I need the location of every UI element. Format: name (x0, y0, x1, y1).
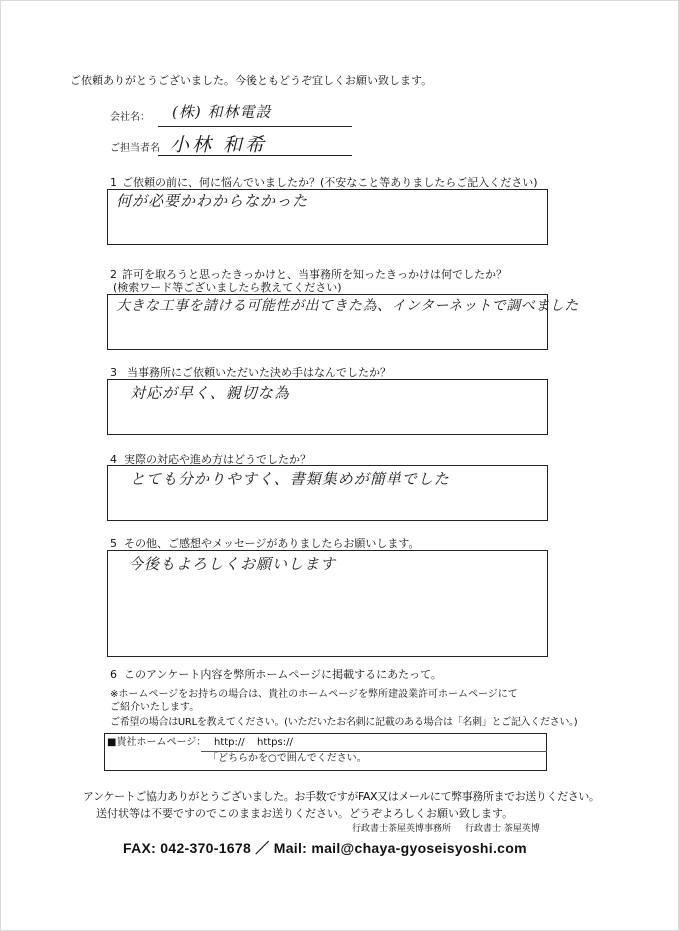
answer-5-box (107, 550, 548, 657)
homepage-field-label: ■貴社ホームページ： (107, 737, 207, 748)
answer-1-text: 何が必要かわからなかった (116, 192, 309, 210)
question-5-text: その他、ご感想やメッセージがありましたらお願いします。 (124, 537, 420, 550)
homepage-note-1: ※ホームページをお持ちの場合は、貴社のホームページを弊所建設業許可ホームページにて (110, 689, 518, 700)
answer-3-box (107, 379, 548, 435)
question-3-text: 当事務所にご依頼いただいた決め手はなんでしたか？ (127, 366, 391, 379)
question-4-text: 実際の対応や進め方はどうでしたか？ (124, 453, 311, 466)
answer-3-text: 対応が早く、親切な為 (130, 384, 290, 402)
question-6-number: 6 (110, 668, 117, 681)
company-value: (株) 和林電設 (172, 103, 272, 121)
closing-line-1: アンケートご協力ありがとうございました。お手数ですがFAX又はメールにて弊事務所までお送りください。 (83, 790, 600, 803)
homepage-note-2: ご紹介いたします。 (110, 702, 200, 713)
company-label: 会社名： (110, 112, 150, 123)
question-4-number: 4 (110, 453, 117, 466)
contact-line: FAX: 042-370-1678 ／ Mail: mail@chaya-gyoseisyoshi.com (123, 840, 527, 856)
question-3-number: 3 (110, 366, 117, 379)
answer-2-box (107, 294, 579, 350)
answer-1-box (107, 189, 548, 245)
contact-label: ご担当者名 (110, 143, 160, 154)
answer-5-text: 今後もよろしくお願いします (128, 555, 337, 573)
question-1-number: 1 (110, 176, 117, 189)
answer-4-text: とても分かりやすく、書類集めが簡単でした (130, 470, 450, 488)
office-person: 行政書士 茶屋英博 (465, 824, 540, 834)
greeting-text: ご依頼ありがとうございました。今後ともどうぞ宜しくお願い致します。 (70, 74, 433, 87)
contact-value: 小林 和希 (170, 134, 268, 156)
answer-2-text: 大きな工事を請ける可能性が出てきた為、インターネットで調べました (116, 298, 579, 314)
closing-line-2: 送付状等は不要ですのでこのままお送りください。どうぞよろしくお願い致します。 (96, 807, 514, 820)
office-name: 行政書士茶屋英博事務所 (352, 824, 452, 834)
question-2-subtext: (検索ワード等ございましたら教えてください) (113, 281, 342, 294)
contact-underline (158, 155, 352, 156)
question-2-text: 許可を取ろうと思ったきっかけと、当事務所を知ったきっかけは何でしたか？ (122, 268, 507, 281)
question-2-number: 2 (110, 268, 117, 281)
homepage-https-option[interactable]: https:// (257, 737, 293, 748)
question-5-number: 5 (110, 537, 117, 550)
homepage-url-underline (201, 751, 547, 752)
homepage-http-option[interactable]: http:// (214, 737, 245, 748)
homepage-hint: 「どちらかを○で囲んでください。 (208, 753, 367, 764)
question-1-text: ご依頼の前に、何に悩んでいましたか？(不安なこと等ありましたらご記入ください) (122, 176, 538, 189)
question-6-text: このアンケート内容を弊所ホームページに掲載するにあたって。 (124, 668, 442, 681)
answer-4-box (107, 465, 548, 521)
company-underline (158, 126, 352, 127)
homepage-note-3: ご希望の場合はURLを教えてください。(いただいたお名刺に記載のある場合は「名刺」とご記入ください。) (110, 717, 578, 728)
